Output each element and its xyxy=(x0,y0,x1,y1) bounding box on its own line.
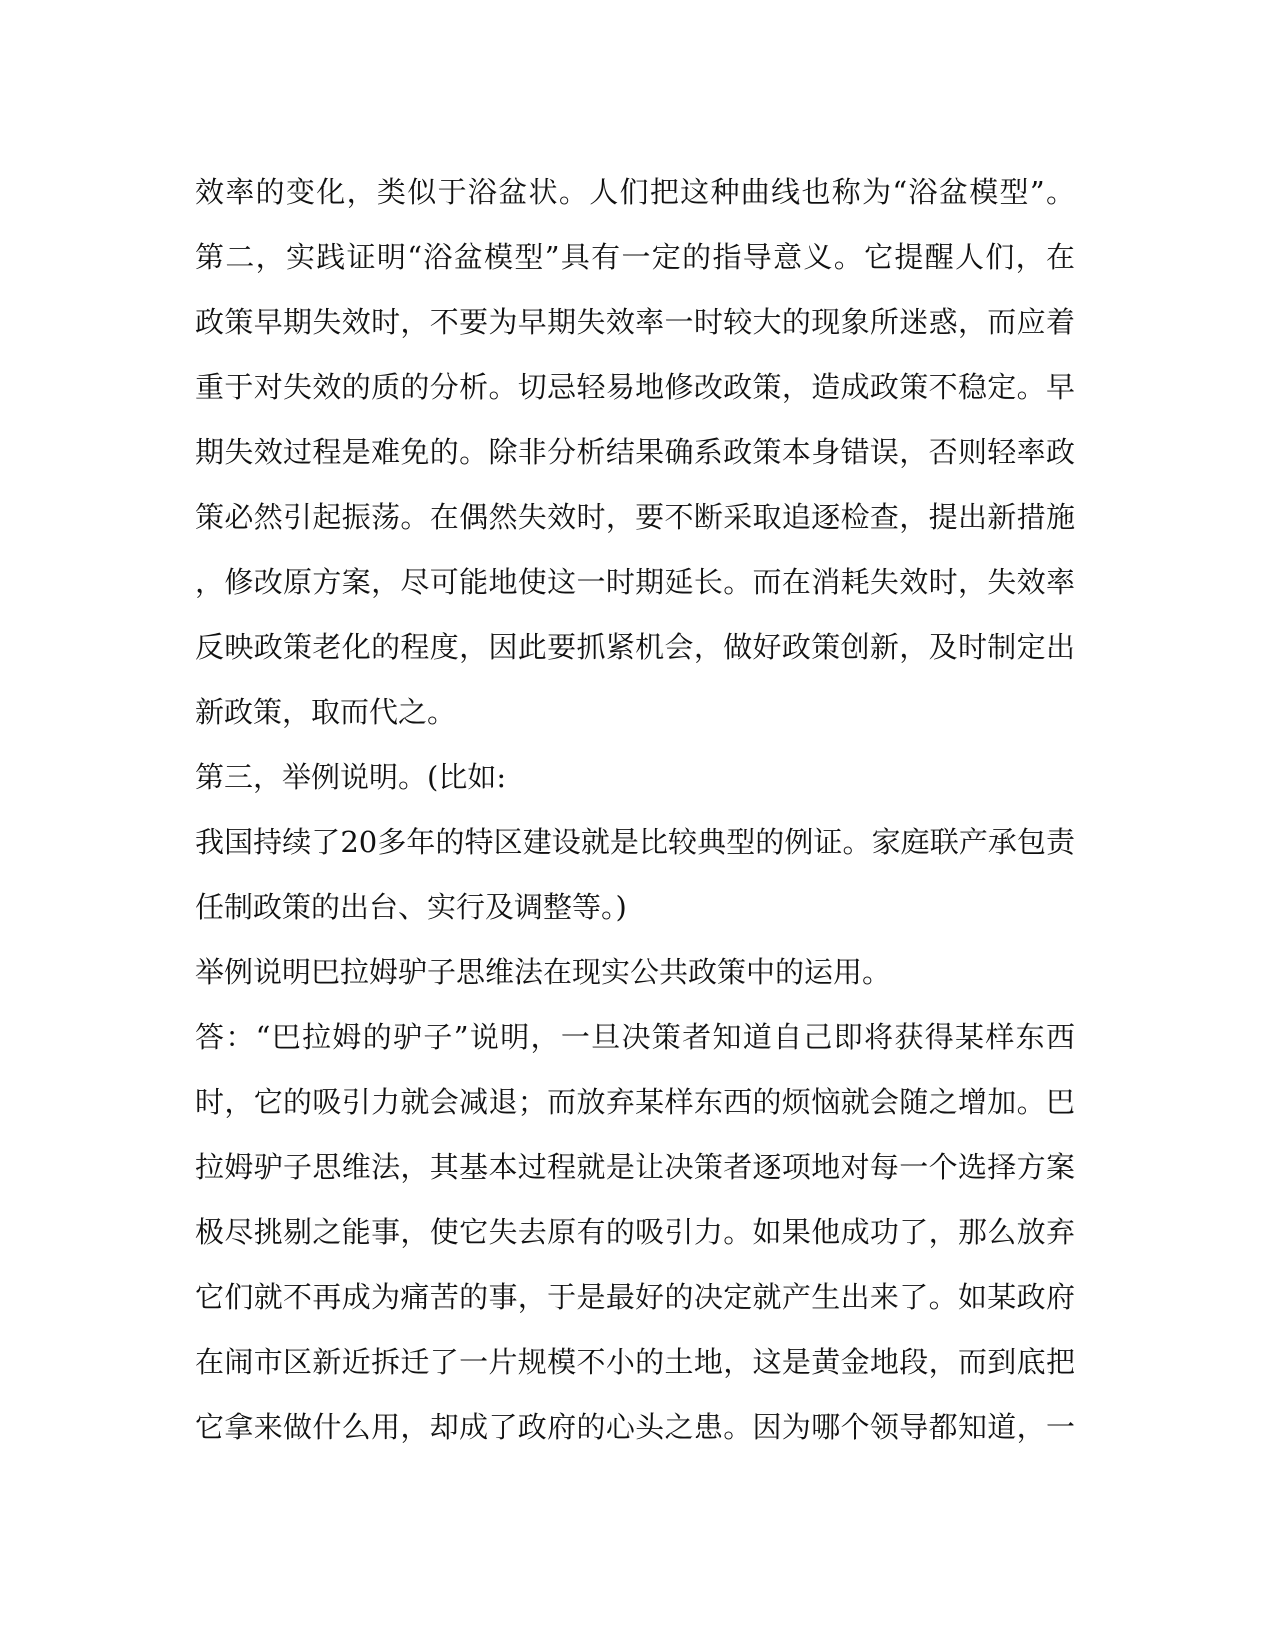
text-line: 它们就不再成为痛苦的事，于是最好的决定就产生出来了。如某政府 xyxy=(195,1280,1075,1314)
text-line: 政策早期失效时，不要为早期失效率一时较大的现象所迷惑，而应着 xyxy=(195,305,1075,339)
text-line: ，修改原方案，尽可能地使这一时期延长。而在消耗失效时，失效率 xyxy=(195,565,1075,599)
text-line: 第二，实践证明“浴盆模型”具有一定的指导意义。它提醒人们，在 xyxy=(195,240,1075,274)
text-line: 任制政策的出台、实行及调整等。) xyxy=(195,890,627,924)
text-line: 重于对失效的质的分析。切忌轻易地修改政策，造成政策不稳定。早 xyxy=(195,370,1075,404)
text-line: 举例说明巴拉姆驴子思维法在现实公共政策中的运用。 xyxy=(195,955,892,989)
text-line: 我国持续了20多年的特区建设就是比较典型的例证。家庭联产承包责 xyxy=(195,825,1075,859)
text-line: 期失效过程是难免的。除非分析结果确系政策本身错误，否则轻率政 xyxy=(195,435,1075,469)
text-line: 答：“巴拉姆的驴子”说明，一旦决策者知道自己即将获得某样东西 xyxy=(195,1020,1075,1054)
text-line: 它拿来做什么用，却成了政府的心头之患。因为哪个领导都知道，一 xyxy=(195,1410,1075,1444)
text-line: 时，它的吸引力就会减退；而放弃某样东西的烦恼就会随之增加。巴 xyxy=(195,1085,1075,1119)
text-line: 拉姆驴子思维法，其基本过程就是让决策者逐项地对每一个选择方案 xyxy=(195,1150,1075,1184)
text-line: 反映政策老化的程度，因此要抓紧机会，做好政策创新，及时制定出 xyxy=(195,630,1075,664)
text-line: 效率的变化，类似于浴盆状。人们把这种曲线也称为“浴盆模型”。 xyxy=(195,175,1075,209)
text-line: 在闹市区新近拆迁了一片规模不小的土地，这是黄金地段，而到底把 xyxy=(195,1345,1075,1379)
document-body xyxy=(195,160,1075,1460)
text-line: 策必然引起振荡。在偶然失效时，要不断采取追逐检查，提出新措施 xyxy=(195,500,1075,534)
text-line: 第三，举例说明。(比如: xyxy=(195,760,507,794)
text-line: 极尽挑剔之能事，使它失去原有的吸引力。如果他成功了，那么放弃 xyxy=(195,1215,1075,1249)
text-line: 新政策，取而代之。 xyxy=(195,695,457,729)
